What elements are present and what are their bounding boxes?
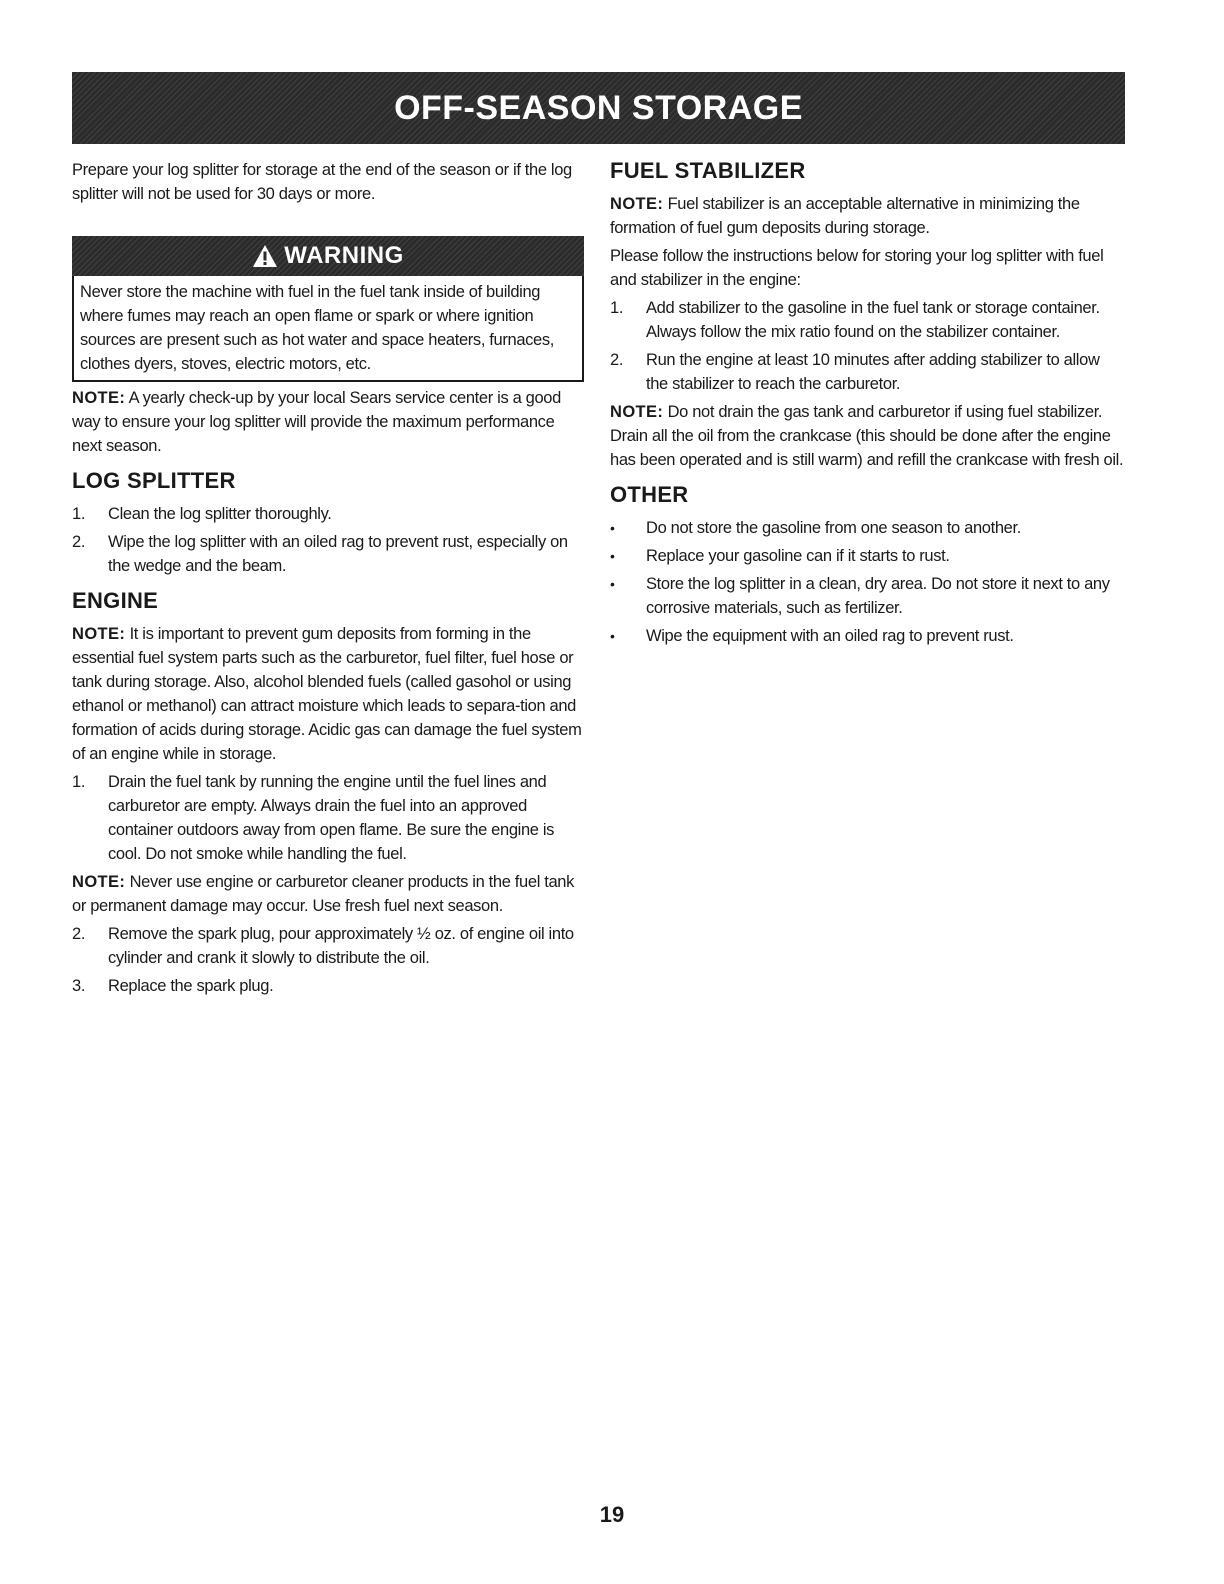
- list-text: Do not store the gasoline from one season to another.: [646, 519, 1021, 537]
- fuel-stabilizer-heading: FUEL STABILIZER: [610, 158, 806, 183]
- list-text: Replace your gasoline can if it starts to rust.: [646, 547, 950, 565]
- note-text: Fuel stabilizer is an acceptable alternative in minimizing the formation of fuel gum deposits during storage.: [610, 195, 1080, 237]
- section-banner: [72, 72, 1125, 144]
- note-checkup: [72, 386, 584, 458]
- warning-title: WARNING: [284, 242, 404, 269]
- list-number: 2.: [610, 351, 624, 369]
- list-number: 2.: [72, 925, 86, 943]
- list-item: [72, 530, 584, 578]
- note-text: A yearly check-up by your local Sears service center is a good way to ensure your log splitter will provide the maximum performance next season.: [72, 389, 561, 455]
- other-heading: OTHER: [610, 482, 689, 507]
- list-text: Clean the log splitter thoroughly.: [108, 505, 332, 523]
- page-number: 19: [599, 1502, 625, 1527]
- engine-note: [72, 622, 584, 766]
- page-title: OFF-SEASON STORAGE: [394, 88, 803, 127]
- note-text: Never use engine or carburetor cleaner products in the fuel tank or permanent damage may occur. Use fresh fuel next season.: [72, 873, 575, 915]
- fuel-stabilizer-note: [610, 192, 1125, 240]
- list-number: 1.: [72, 505, 86, 523]
- bullet: •: [610, 520, 615, 536]
- left-column: [72, 158, 584, 1002]
- list-text: Wipe the log splitter with an oiled rag to prevent rust, especially on the wedge and the beam.: [108, 533, 568, 575]
- bullet: •: [610, 548, 615, 564]
- list-item: [610, 572, 1125, 620]
- note-label: NOTE:: [610, 403, 664, 421]
- list-number: 3.: [72, 977, 86, 995]
- list-item: [72, 974, 584, 998]
- note-text: It is important to prevent gum deposits from forming in the essential fuel system parts such as the carburetor, fuel filter, fuel hose or tank during storage. Also, alcohol blended fuels (called gasohol or using ethanol or methanol) can attract moisture which leads to separa-tion and formation of acids during storage. Acidic gas can damage the fuel system of an engine while in storage.: [72, 625, 582, 763]
- list-text: Add stabilizer to the gasoline in the fuel tank or storage container. Always follow the mix ratio found on the stabilizer container.: [646, 299, 1100, 341]
- note-text: Do not drain the gas tank and carburetor if using fuel stabilizer. Drain all the oil from the crankcase (this should be done after the engine has been operated and is still warm) and refill the crankcase with fresh oil.: [610, 403, 1124, 469]
- log-splitter-list: [72, 502, 584, 578]
- list-text: Run the engine at least 10 minutes after adding stabilizer to allow the stabilizer to reach the carburetor.: [646, 351, 1100, 393]
- list-item: [610, 348, 1125, 396]
- fuel-stabilizer-note-oil: [610, 400, 1125, 472]
- list-text: Store the log splitter in a clean, dry area. Do not store it next to any corrosive materials, such as fertilizer.: [646, 575, 1110, 617]
- warning-header: [72, 236, 584, 276]
- list-text: Replace the spark plug.: [108, 977, 274, 995]
- warning-triangle-icon: [252, 244, 278, 268]
- list-text: Remove the spark plug, pour approximately ½ oz. of engine oil into cylinder and crank it slowly to distribute the oil.: [108, 925, 574, 967]
- other-list: [610, 516, 1125, 648]
- engine-note-cleaner: [72, 870, 584, 918]
- list-item: [610, 624, 1125, 648]
- list-item: [72, 770, 584, 866]
- fuel-stabilizer-paragraph: Please follow the instructions below for storing your log splitter with fuel and stabilizer in the engine:: [610, 247, 1104, 289]
- list-number: 2.: [72, 533, 86, 551]
- bullet: •: [610, 628, 615, 644]
- note-label: NOTE:: [72, 873, 126, 891]
- list-text: Wipe the equipment with an oiled rag to prevent rust.: [646, 627, 1014, 645]
- note-label: NOTE:: [72, 625, 126, 643]
- list-item: [610, 544, 1125, 568]
- intro-paragraph: Prepare your log splitter for storage at the end of the season or if the log splitter will not be used for 30 days or more.: [72, 161, 572, 203]
- list-item: [72, 922, 584, 970]
- log-splitter-heading: LOG SPLITTER: [72, 468, 236, 493]
- right-column: [610, 158, 1125, 652]
- list-item: [610, 296, 1125, 344]
- list-number: 1.: [72, 773, 86, 791]
- bullet: •: [610, 576, 615, 592]
- list-item: [72, 502, 584, 526]
- list-item: [610, 516, 1125, 540]
- engine-heading: ENGINE: [72, 588, 159, 613]
- engine-list-continued: [72, 922, 584, 998]
- note-label: NOTE:: [610, 195, 664, 213]
- note-label: NOTE:: [72, 389, 126, 407]
- warning-text: Never store the machine with fuel in the fuel tank inside of building where fumes may reach an open flame or spark or where ignition sources are present such as hot water and space heaters, furnaces, clothes dyers, stoves, electric motors, etc.: [80, 283, 555, 373]
- fuel-stabilizer-list: [610, 296, 1125, 396]
- warning-box: [72, 236, 584, 382]
- list-number: 1.: [610, 299, 624, 317]
- list-text: Drain the fuel tank by running the engine until the fuel lines and carburetor are empty. Always drain the fuel into an approved container outdoors away from open flame. Be sure the engine is cool. Do not smoke while handling the fuel.: [108, 773, 555, 863]
- engine-list: [72, 770, 584, 866]
